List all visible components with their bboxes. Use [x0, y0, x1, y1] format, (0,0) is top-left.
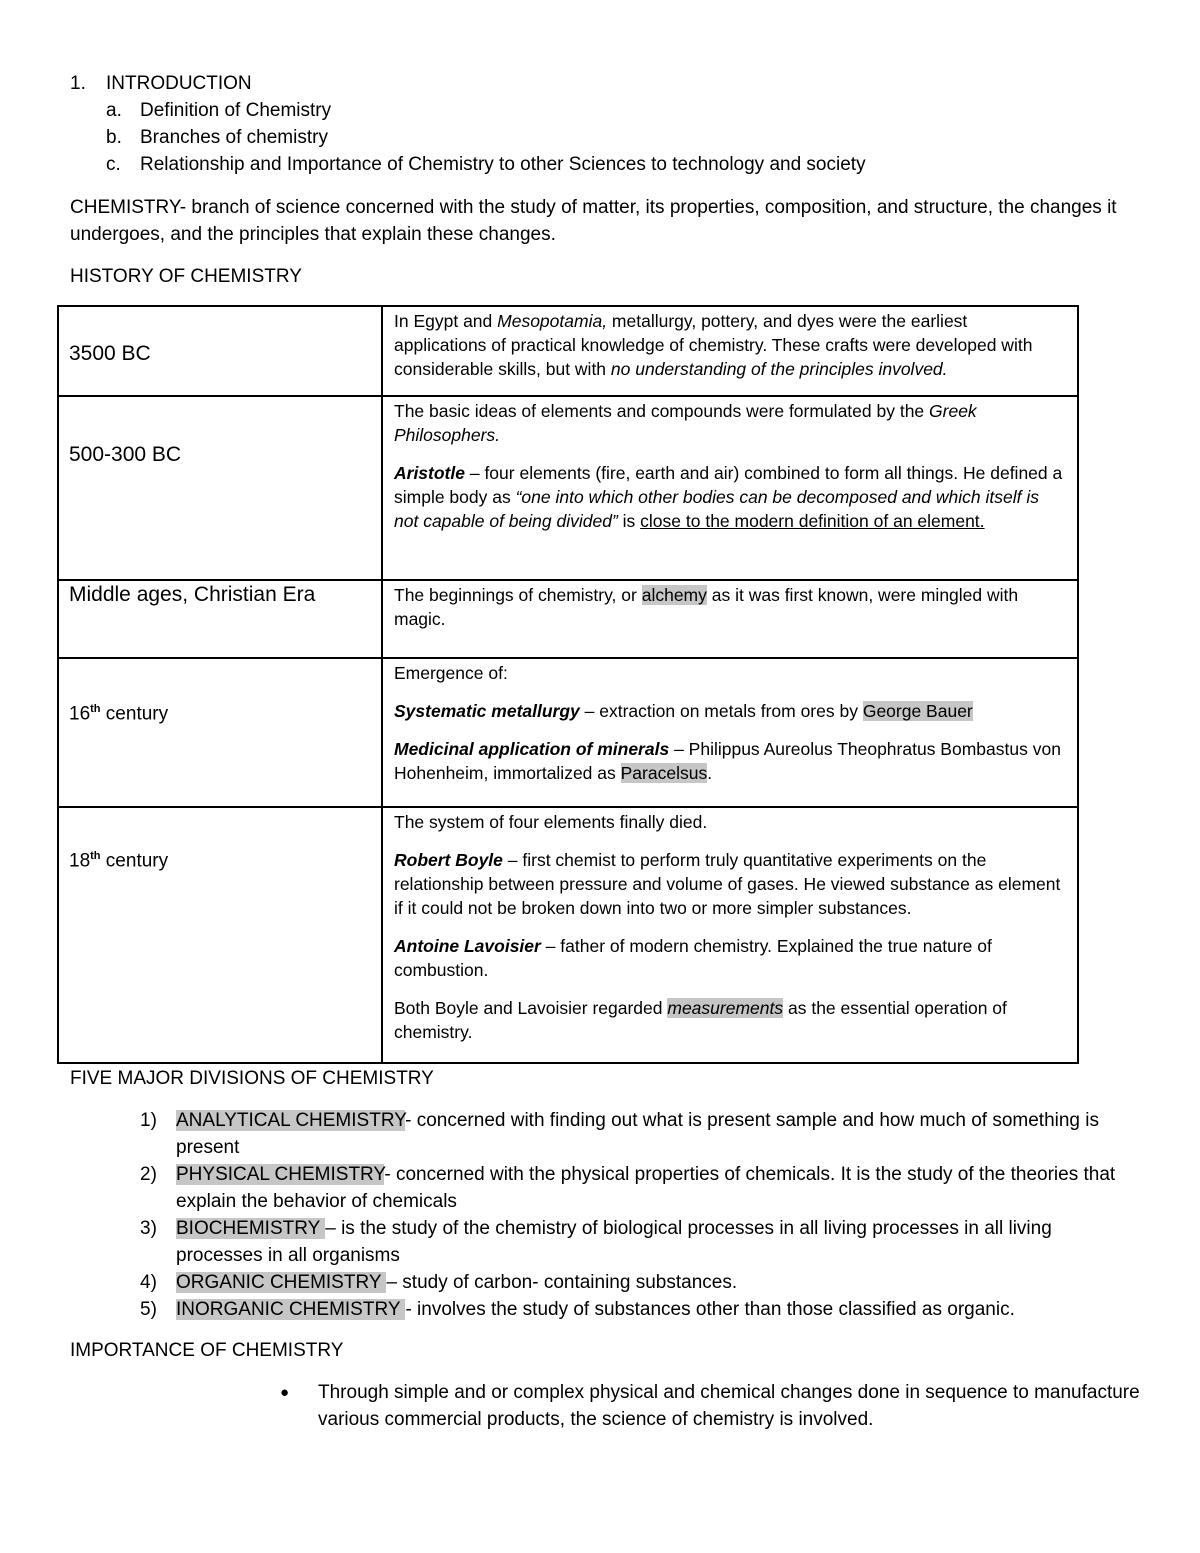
outline-main-item: [70, 70, 1130, 97]
table-row: [58, 306, 1078, 396]
intro-outline: [70, 70, 1130, 178]
importance-list: [280, 1379, 1140, 1433]
history-heading: HISTORY OF CHEMISTRY: [70, 266, 302, 287]
description-cell: The basic ideas of elements and compounds were formulated by the Greek Philosophers. Aristotle – four elements (fire, earth and air) combined to form all things. He defined a simple body as “one into which other bodies can be decomposed and which itself is not capable of being divided” is close to the modern definition of an element.: [382, 396, 1078, 580]
division-term: BIOCHEMISTRY: [176, 1218, 326, 1239]
divisions-list: [140, 1107, 1130, 1323]
division-term: ANALYTICAL CHEMISTRY: [176, 1110, 406, 1131]
table-row: [58, 396, 1078, 580]
description-cell: Emergence of: Systematic metallurgy – extraction on metals from ores by George Bauer Medicinal application of minerals – Philippus Aureolus Theophratus Bombastus von Hohenheim, immortalized as Paracelsus.: [382, 658, 1078, 807]
era-cell: Middle ages, Christian Era: [58, 580, 382, 658]
era-cell: 18th century: [58, 807, 382, 1063]
division-term: INORGANIC CHEMISTRY: [176, 1299, 406, 1320]
chemistry-definition: CHEMISTRY- branch of science concerned with the study of matter, its properties, composition, and structure, the changes it undergoes, and the principles that explain these changes.: [70, 197, 1117, 245]
table-row: [58, 807, 1078, 1063]
era-cell: 3500 BC: [58, 306, 382, 396]
list-item: ● Through simple and or complex physical and chemical changes done in sequence to manufacture various commercial products, the science of chemistry is involved.: [280, 1379, 1140, 1433]
description-cell: In Egypt and Mesopotamia, metallurgy, pottery, and dyes were the earliest applications of practical knowledge of chemistry. These crafts were developed with considerable skills, but with no understanding of the principles involved.: [382, 306, 1078, 396]
era-cell: 16th century: [58, 658, 382, 807]
outline-sub-item: c. Relationship and Importance of Chemistry to other Sciences to technology and society: [106, 154, 866, 175]
era-cell: 500-300 BC: [58, 396, 382, 580]
table-row: [58, 580, 1078, 658]
outline-sub-item: b. Branches of chemistry: [106, 127, 328, 148]
outline-main-text: INTRODUCTION: [106, 73, 252, 94]
list-item: 4) ORGANIC CHEMISTRY – study of carbon- containing substances.: [140, 1272, 738, 1293]
description-cell: The beginnings of chemistry, or alchemy as it was first known, were mingled with magic.: [382, 580, 1078, 658]
list-item: 2) PHYSICAL CHEMISTRY- concerned with the physical properties of chemicals. It is the study of the theories that explain the behavior of chemicals: [140, 1164, 1116, 1212]
division-term: ORGANIC CHEMISTRY: [176, 1272, 387, 1293]
history-table: [57, 305, 1079, 1064]
division-term: PHYSICAL CHEMISTRY: [176, 1164, 385, 1185]
description-cell: The system of four elements finally died. Robert Boyle – first chemist to perform truly quantitative experiments on the relationship between pressure and volume of gases. He viewed substance as element if it could not be broken down into two or more simpler substances. Antoine Lavoisier – father of modern chemistry. Explained the true nature of combustion. Both Boyle and Lavoisier regarded measurements as the essential operation of chemistry.: [382, 807, 1078, 1063]
list-item: 5) INORGANIC CHEMISTRY - involves the study of substances other than those classified as organic.: [140, 1299, 1015, 1320]
outline-sub-item: a. Definition of Chemistry: [106, 100, 332, 121]
bullet-icon: ●: [280, 1384, 290, 1401]
outline-number: 1.: [70, 73, 86, 94]
importance-heading: IMPORTANCE OF CHEMISTRY: [70, 1340, 344, 1361]
divisions-heading: FIVE MAJOR DIVISIONS OF CHEMISTRY: [70, 1068, 434, 1089]
list-item: 3) BIOCHEMISTRY – is the study of the chemistry of biological processes in all living processes in all living processes in all organisms: [140, 1218, 1052, 1266]
list-item: 1) ANALYTICAL CHEMISTRY- concerned with finding out what is present sample and how much of something is present: [140, 1110, 1099, 1158]
table-row: [58, 658, 1078, 807]
